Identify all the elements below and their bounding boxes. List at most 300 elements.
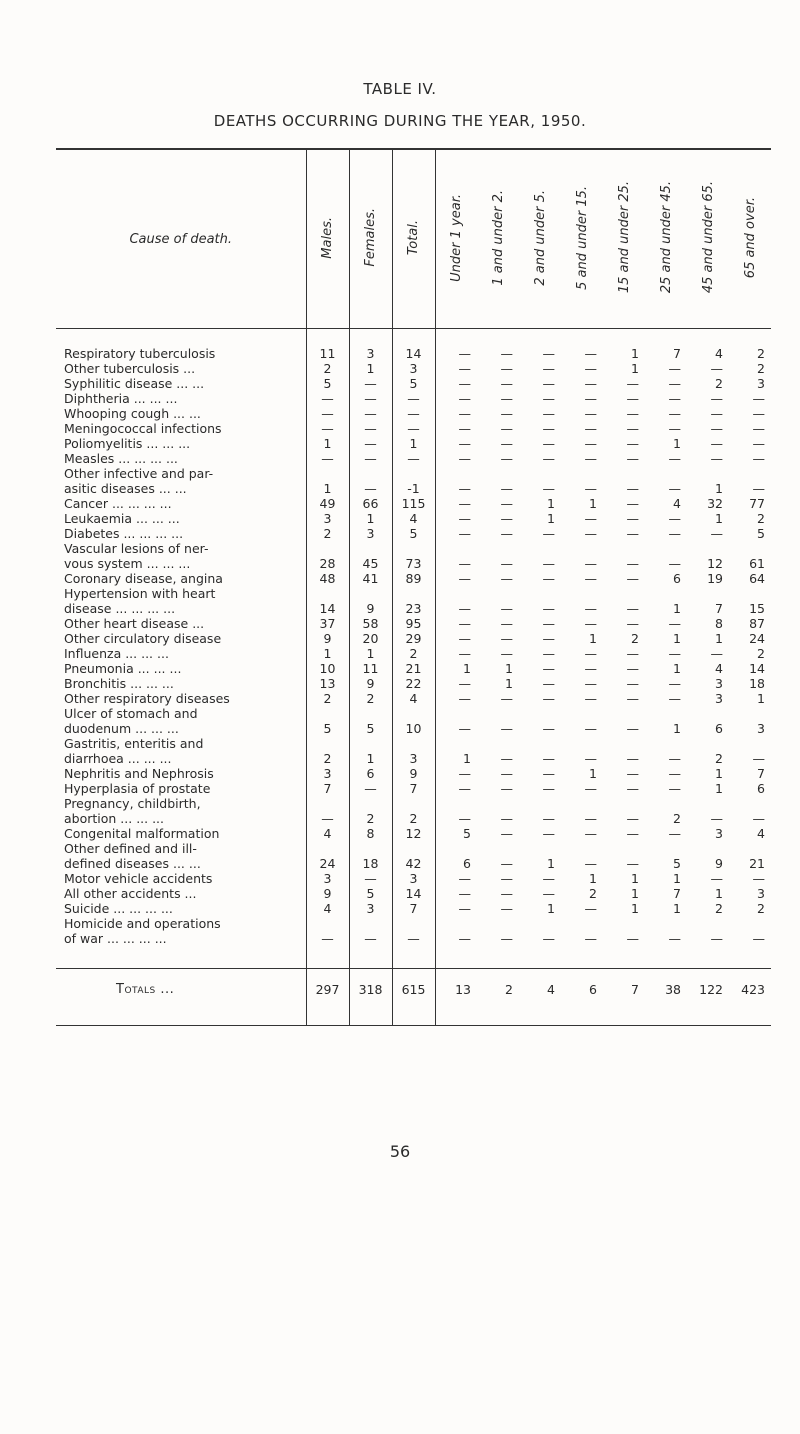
table-cell: — (458, 526, 471, 541)
table-row-continued (56, 736, 771, 751)
table-cell: 1 (673, 601, 681, 616)
table-cell: 19 (707, 571, 723, 586)
table-cell: — (542, 526, 555, 541)
table-cell: — (500, 556, 513, 571)
totals-label: Totals ... (116, 981, 175, 997)
table-cell: 14 (749, 661, 765, 676)
table-row-continued (56, 466, 771, 481)
table-cell: — (668, 406, 681, 421)
table-cell: 3 (757, 886, 765, 901)
table-cell: — (306, 406, 349, 421)
table-cell: 2 (715, 901, 723, 916)
table-cell: — (626, 451, 639, 466)
table-cell: 1 (306, 436, 349, 451)
table-cell: — (349, 931, 392, 946)
table-cell: 2 (757, 361, 765, 376)
table-cell: — (584, 931, 597, 946)
table-cell: — (458, 391, 471, 406)
table-cell: — (542, 781, 555, 796)
table-row (56, 481, 771, 496)
table-cell: 5 (306, 721, 349, 736)
table-cell: 1 (392, 436, 435, 451)
table-row (56, 511, 771, 526)
cause-label: duodenum ... ... ... (64, 721, 179, 736)
header-age-45-65: 45 and under 65. (687, 149, 729, 329)
cause-label: Hyperplasia of prostate (64, 781, 211, 796)
table-cell: 5 (392, 526, 435, 541)
table-row (56, 781, 771, 796)
table-cell: — (500, 781, 513, 796)
table-cell: — (668, 526, 681, 541)
table-row (56, 376, 771, 391)
table-cell: 7 (757, 766, 765, 781)
table-cell: — (626, 856, 639, 871)
table-cell: — (306, 811, 349, 826)
table-cell: — (584, 691, 597, 706)
cause-label: Pregnancy, childbirth, (64, 796, 201, 811)
table-cell: 10 (392, 721, 435, 736)
table-cell: — (584, 346, 597, 361)
table-cell: — (458, 406, 471, 421)
table-cell: 14 (306, 601, 349, 616)
cause-label: Homicide and operations (64, 916, 221, 931)
table-cell: — (500, 511, 513, 526)
table-row (56, 721, 771, 736)
table-cell: — (626, 781, 639, 796)
table-title: TABLE IV. (363, 80, 437, 98)
table-cell: 3 (306, 766, 349, 781)
table-cell: 1 (547, 511, 555, 526)
table-cell: — (458, 601, 471, 616)
table-cell: — (542, 751, 555, 766)
table-cell: — (500, 931, 513, 946)
table-cell: 1 (349, 511, 392, 526)
table-cell: 32 (707, 496, 723, 511)
deaths-table (56, 148, 771, 1026)
table-cell: — (349, 436, 392, 451)
table-cell: — (458, 436, 471, 451)
table-cell: — (668, 376, 681, 391)
table-row (56, 676, 771, 691)
table-row (56, 526, 771, 541)
table-cell: 2 (306, 361, 349, 376)
table-cell: — (458, 376, 471, 391)
table-cell: 2 (757, 346, 765, 361)
table-cell: 2 (306, 751, 349, 766)
table-row-continued (56, 586, 771, 601)
table-cell: 7 (392, 901, 435, 916)
table-cell: — (458, 931, 471, 946)
table-cell: 1 (349, 751, 392, 766)
table-cell: — (668, 451, 681, 466)
cause-label: Bronchitis ... ... ... (64, 676, 174, 691)
table-cell: — (500, 871, 513, 886)
table-cell: — (584, 781, 597, 796)
table-row (56, 931, 771, 946)
table-cell: — (710, 421, 723, 436)
table-cell: 3 (349, 526, 392, 541)
table-cell: — (500, 631, 513, 646)
table-cell: 49 (306, 496, 349, 511)
table-cell: 11 (306, 346, 349, 361)
cause-label: diarrhoea ... ... ... (64, 751, 172, 766)
table-cell: 1 (349, 361, 392, 376)
table-cell: 1 (306, 646, 349, 661)
table-cell: — (349, 481, 392, 496)
table-cell: — (500, 646, 513, 661)
table-cell: — (584, 646, 597, 661)
table-cell: — (500, 496, 513, 511)
table-cell: — (584, 601, 597, 616)
table-cell: 41 (349, 571, 392, 586)
cause-label: of war ... ... ... ... (64, 931, 167, 946)
table-cell: 1 (715, 766, 723, 781)
table-cell: — (626, 406, 639, 421)
table-cell: 7 (673, 886, 681, 901)
table-cell: — (584, 571, 597, 586)
table-cell: — (668, 616, 681, 631)
table-cell: — (584, 856, 597, 871)
table-row (56, 646, 771, 661)
table-cell: 4 (306, 826, 349, 841)
table-cell: 87 (749, 616, 765, 631)
table-cell: — (668, 781, 681, 796)
table-cell: — (349, 871, 392, 886)
table-cell: — (584, 526, 597, 541)
table-cell: 1 (505, 676, 513, 691)
table-cell: 1 (631, 901, 639, 916)
table-cell: — (584, 406, 597, 421)
table-cell: 3 (306, 511, 349, 526)
table-cell: 8 (349, 826, 392, 841)
table-cell: 4 (306, 901, 349, 916)
table-cell: 1 (349, 646, 392, 661)
table-cell: — (584, 556, 597, 571)
table-cell: 15 (749, 601, 765, 616)
table-cell: — (626, 481, 639, 496)
table-cell: — (349, 406, 392, 421)
table-cell: — (542, 766, 555, 781)
table-cell: — (752, 451, 765, 466)
table-cell: — (626, 391, 639, 406)
table-row (56, 436, 771, 451)
table-cell: 14 (392, 886, 435, 901)
table-cell: — (542, 571, 555, 586)
table-cell: 37 (306, 616, 349, 631)
table-cell: — (500, 856, 513, 871)
table-cell: — (542, 436, 555, 451)
table-cell: — (710, 646, 723, 661)
table-cell: -1 (392, 481, 435, 496)
table-cell: — (710, 871, 723, 886)
table-cell: — (458, 631, 471, 646)
table-cell: 95 (392, 616, 435, 631)
table-cell: — (626, 811, 639, 826)
table-cell: — (584, 481, 597, 496)
table-cell: — (584, 451, 597, 466)
table-row (56, 601, 771, 616)
table-cell: 18 (749, 676, 765, 691)
header-cause: Cause of death. (56, 149, 306, 329)
table-cell: — (458, 871, 471, 886)
table-cell: — (626, 496, 639, 511)
table-cell: 42 (392, 856, 435, 871)
table-cell: — (542, 391, 555, 406)
table-cell: 1 (306, 481, 349, 496)
table-cell: — (458, 571, 471, 586)
table-cell: — (349, 376, 392, 391)
table-cell: — (458, 451, 471, 466)
table-cell: — (500, 346, 513, 361)
table-cell: — (500, 826, 513, 841)
table-row (56, 631, 771, 646)
table-cell: 1 (715, 781, 723, 796)
table-cell: 1 (715, 631, 723, 646)
cause-label: Hypertension with heart (64, 586, 216, 601)
table-cell: 1 (589, 631, 597, 646)
totals-row (56, 969, 771, 1010)
table-cell: 4 (392, 691, 435, 706)
table-cell: 2 (349, 691, 392, 706)
table-cell: — (458, 511, 471, 526)
table-cell: — (626, 601, 639, 616)
header-total: Total. (392, 149, 435, 329)
table-cell: — (500, 901, 513, 916)
table-row-continued (56, 796, 771, 811)
table-row-continued (56, 706, 771, 721)
table-cell: 48 (306, 571, 349, 586)
table-cell: 7 (392, 781, 435, 796)
totals-cell: 2 (505, 981, 513, 997)
table-cell: — (458, 781, 471, 796)
table-cell: 2 (306, 526, 349, 541)
cause-label: defined diseases ... ... (64, 856, 201, 871)
cause-label: Respiratory tuberculosis (64, 346, 216, 361)
table-cell: 13 (306, 676, 349, 691)
table-cell: — (584, 901, 597, 916)
table-row (56, 496, 771, 511)
table-cell: 6 (349, 766, 392, 781)
table-cell: — (626, 421, 639, 436)
table-cell: — (458, 496, 471, 511)
table-row (56, 451, 771, 466)
cause-label: All other accidents ... (64, 886, 197, 901)
table-cell: — (584, 676, 597, 691)
table-cell: 2 (589, 886, 597, 901)
table-cell: — (392, 421, 435, 436)
table-cell: 20 (349, 631, 392, 646)
table-cell: — (626, 571, 639, 586)
table-cell: — (392, 931, 435, 946)
table-cell: 3 (392, 361, 435, 376)
table-cell: — (626, 721, 639, 736)
cause-label: Gastritis, enteritis and (64, 736, 204, 751)
table-cell: 3 (392, 871, 435, 886)
table-cell: 5 (757, 526, 765, 541)
table-cell: 6 (463, 856, 471, 871)
table-cell: 1 (463, 751, 471, 766)
table-cell: — (584, 811, 597, 826)
table-cell: — (542, 661, 555, 676)
table-cell: — (500, 571, 513, 586)
table-cell: — (584, 616, 597, 631)
table-cell: — (458, 556, 471, 571)
table-cell: 1 (547, 901, 555, 916)
table-cell: — (458, 361, 471, 376)
table-row (56, 361, 771, 376)
table-cell: — (584, 421, 597, 436)
table-cell: — (626, 661, 639, 676)
cause-label: Diabetes ... ... ... ... (64, 526, 184, 541)
table-cell: — (752, 871, 765, 886)
table-cell: — (306, 421, 349, 436)
table-cell: — (668, 931, 681, 946)
table-cell: 14 (392, 346, 435, 361)
table-cell: — (458, 811, 471, 826)
table-row (56, 886, 771, 901)
table-cell: — (500, 811, 513, 826)
header-age-65-over: 65 and over. (729, 149, 771, 329)
table-cell: — (392, 406, 435, 421)
table-row (56, 556, 771, 571)
table-cell: — (458, 346, 471, 361)
header-age-2-5: 2 and under 5. (519, 149, 561, 329)
table-cell: — (500, 451, 513, 466)
table-cell: — (458, 901, 471, 916)
table-cell: — (542, 346, 555, 361)
table-cell: — (458, 691, 471, 706)
table-cell: 1 (547, 856, 555, 871)
cause-label: Other tuberculosis ... (64, 361, 196, 376)
table-cell: — (626, 616, 639, 631)
table-cell: — (542, 421, 555, 436)
table-cell: — (584, 361, 597, 376)
table-cell: — (458, 676, 471, 691)
table-cell: — (626, 931, 639, 946)
table-cell: — (710, 391, 723, 406)
table-row (56, 406, 771, 421)
table-cell: — (349, 421, 392, 436)
table-cell: — (752, 931, 765, 946)
table-cell: — (752, 811, 765, 826)
table-cell: — (668, 751, 681, 766)
table-row (56, 616, 771, 631)
page-number: 56 (389, 1142, 411, 1161)
table-cell: 3 (757, 376, 765, 391)
table-cell: 29 (392, 631, 435, 646)
table-cell: — (710, 526, 723, 541)
table-cell: 9 (306, 886, 349, 901)
table-cell: 2 (757, 901, 765, 916)
table-cell: 8 (715, 616, 723, 631)
table-cell: 4 (757, 826, 765, 841)
table-cell: — (584, 436, 597, 451)
table-cell: — (542, 616, 555, 631)
table-cell: — (668, 556, 681, 571)
table-cell: — (668, 481, 681, 496)
table-cell: 1 (589, 496, 597, 511)
table-cell: 4 (673, 496, 681, 511)
header-age-1-2: 1 and under 2. (477, 149, 519, 329)
table-cell: — (710, 406, 723, 421)
table-cell: — (668, 361, 681, 376)
table-cell: 2 (715, 751, 723, 766)
table-cell: 5 (349, 721, 392, 736)
table-cell: 1 (631, 886, 639, 901)
table-cell: — (584, 826, 597, 841)
table-cell: 1 (589, 766, 597, 781)
table-cell: — (500, 361, 513, 376)
table-cell: — (626, 526, 639, 541)
table-cell: — (458, 766, 471, 781)
table-cell: — (710, 451, 723, 466)
header-age-5-15: 5 and under 15. (561, 149, 603, 329)
cause-label: Vascular lesions of ner- (64, 541, 209, 556)
table-cell: — (542, 676, 555, 691)
table-cell: 3 (715, 691, 723, 706)
table-cell: — (626, 691, 639, 706)
header-age-25-45: 25 and under 45. (645, 149, 687, 329)
table-row (56, 421, 771, 436)
table-cell: — (710, 931, 723, 946)
table-cell: — (668, 826, 681, 841)
table-cell: — (306, 931, 349, 946)
table-cell: 1 (589, 871, 597, 886)
table-cell: 21 (749, 856, 765, 871)
table-row (56, 811, 771, 826)
table-cell: — (668, 676, 681, 691)
table-cell: — (752, 436, 765, 451)
table-cell: — (458, 721, 471, 736)
table-cell: — (710, 361, 723, 376)
table-cell: 1 (631, 871, 639, 886)
cause-label: Cancer ... ... ... ... (64, 496, 172, 511)
table-row (56, 346, 771, 361)
table-cell: — (500, 616, 513, 631)
table-subtitle: DEATHS OCCURRING DURING THE YEAR, 1950. (213, 112, 587, 130)
cause-label: Other defined and ill- (64, 841, 197, 856)
table-cell: 9 (306, 631, 349, 646)
table-cell: 45 (349, 556, 392, 571)
table-cell: 64 (749, 571, 765, 586)
table-cell: 3 (715, 826, 723, 841)
table-cell: — (542, 451, 555, 466)
table-cell: — (542, 886, 555, 901)
totals-cell: 38 (665, 981, 681, 997)
table-cell: 1 (715, 886, 723, 901)
table-cell: 4 (392, 511, 435, 526)
table-cell: 1 (505, 661, 513, 676)
cause-label: abortion ... ... ... (64, 811, 165, 826)
table-cell: — (752, 751, 765, 766)
table-cell: 1 (673, 436, 681, 451)
table-cell: — (626, 766, 639, 781)
table-cell: 73 (392, 556, 435, 571)
cause-label: Congenital malformation (64, 826, 220, 841)
table-cell: 3 (715, 676, 723, 691)
table-cell: 2 (392, 646, 435, 661)
cause-label: Leukaemia ... ... ... (64, 511, 180, 526)
table-cell: 9 (715, 856, 723, 871)
table-cell: — (542, 481, 555, 496)
cause-label: Other circulatory disease (64, 631, 222, 646)
cause-label: Suicide ... ... ... ... (64, 901, 173, 916)
table-cell: — (392, 391, 435, 406)
table-cell: — (584, 376, 597, 391)
table-cell: 89 (392, 571, 435, 586)
table-cell: — (668, 421, 681, 436)
table-cell: 9 (392, 766, 435, 781)
